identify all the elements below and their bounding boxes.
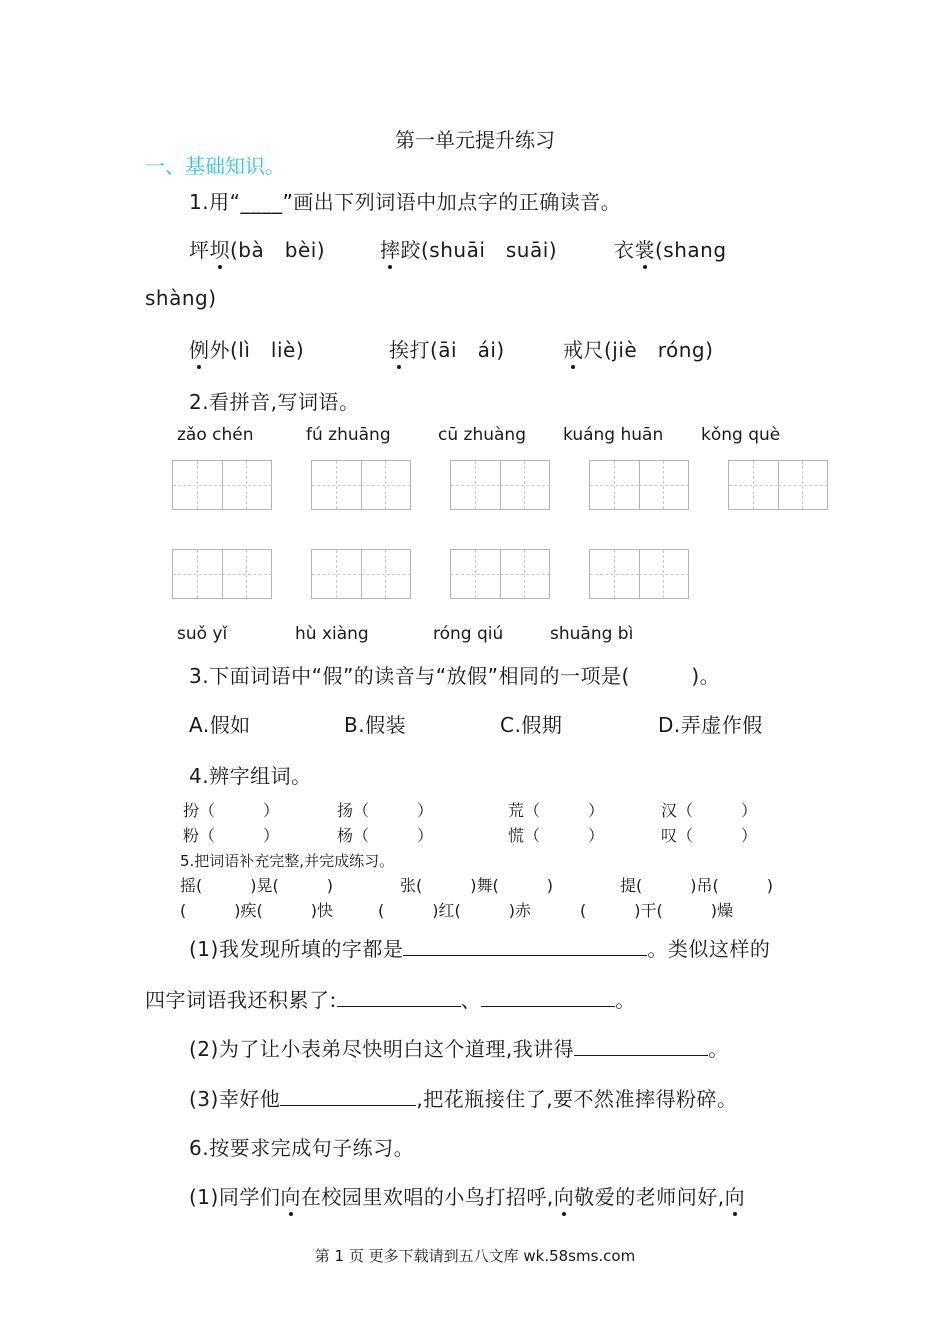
pinyin-label: róng qiú	[433, 624, 504, 644]
q5-part1: (1)我发现所填的字都是 。类似这样的	[189, 937, 771, 961]
q4-item: 汉（ ）	[661, 801, 758, 820]
q4-item: 慌（ ）	[508, 826, 605, 845]
dotted-char: 坝	[210, 234, 231, 263]
q1-item: 衣裳(shang	[614, 234, 727, 263]
writing-grid[interactable]	[311, 460, 411, 510]
q3-stem: 3.下面词语中“假”的读音与“放假”相同的一项是( )。	[189, 664, 721, 688]
dotted-char: 裳	[635, 234, 656, 263]
dotted-char: 摔	[380, 234, 401, 263]
q5-part1-continued: 四字词语我还积累了: 、 。	[145, 988, 636, 1012]
dotted-char: 挨	[389, 334, 410, 363]
q4-stem: 4.辨字组词。	[189, 764, 312, 788]
q4-item: 荒（ ）	[508, 801, 605, 820]
section-heading-basics: 一、基础知识。	[145, 154, 285, 178]
q5-item: ( )干( )燥	[580, 901, 733, 920]
answer-blank[interactable]	[403, 937, 647, 956]
writing-grid[interactable]	[172, 549, 272, 599]
q1-item: 摔跤(shuāi suāi)	[380, 234, 557, 263]
q3-option-a[interactable]: A.假如	[189, 713, 251, 737]
q1-item-continued: shàng)	[145, 286, 217, 310]
page-footer: 第 1 页 更多下载请到五八文库 wk.58sms.com	[314, 1247, 636, 1265]
pinyin-label: kǒng què	[701, 425, 781, 445]
q1-item: 戒尺(jiè róng)	[563, 334, 713, 363]
q6-stem: 6.按要求完成句子练习。	[189, 1136, 415, 1160]
q3-option-d[interactable]: D.弄虚作假	[658, 713, 763, 737]
writing-grid[interactable]	[450, 460, 550, 510]
q4-item: 杨（ ）	[337, 826, 434, 845]
dotted-char: 戒	[563, 334, 584, 363]
q4-item: 扬（ ）	[337, 801, 434, 820]
answer-blank[interactable]	[280, 1087, 416, 1106]
q5-stem: 5.把词语补充完整,并完成练习。	[180, 852, 395, 870]
writing-grid[interactable]	[589, 549, 689, 599]
q5-item: 提( )吊( )	[620, 876, 773, 895]
writing-grid[interactable]	[728, 460, 828, 510]
q3-option-c[interactable]: C.假期	[500, 713, 563, 737]
q1-item: 挨打(āi ái)	[389, 334, 505, 363]
pinyin-label: shuāng bì	[550, 624, 634, 644]
pinyin-label: kuáng huān	[563, 425, 664, 445]
pinyin-label: suǒ yǐ	[177, 624, 228, 644]
writing-grid[interactable]	[589, 460, 689, 510]
pinyin-label: hù xiàng	[295, 624, 369, 644]
pinyin-label: fú zhuāng	[306, 425, 391, 445]
q2-stem: 2.看拼音,写词语。	[189, 390, 360, 414]
answer-blank[interactable]	[481, 988, 615, 1007]
dotted-char: 向	[280, 1181, 301, 1210]
q4-item: 扮（ ）	[183, 801, 280, 820]
writing-grid[interactable]	[450, 549, 550, 599]
q1-stem: 1.用“____”画出下列词语中加点字的正确读音。	[189, 190, 622, 214]
pinyin-label: cū zhuàng	[438, 425, 526, 445]
q5-item: ( )红( )赤	[378, 901, 531, 920]
writing-grid[interactable]	[172, 460, 272, 510]
dotted-char: 例	[189, 334, 210, 363]
dotted-char: 向	[725, 1181, 746, 1210]
q5-item: 张( )舞( )	[400, 876, 553, 895]
answer-blank[interactable]	[574, 1037, 708, 1056]
pinyin-label: zǎo chén	[177, 425, 254, 445]
q4-item: 粉（ ）	[183, 826, 280, 845]
q1-item: 例外(lì liè)	[189, 334, 304, 363]
dotted-char: 向	[554, 1181, 575, 1210]
q5-item: ( )疾( )快	[180, 901, 333, 920]
q5-part3: (3)幸好他 ,把花瓶接住了,要不然准摔得粉碎。	[189, 1087, 738, 1111]
q1-item: 坪坝(bà bèi)	[189, 234, 325, 263]
q6-sentence-1: (1)同学们向在校园里欢唱的小鸟打招呼,向敬爱的老师问好,向	[189, 1181, 745, 1210]
writing-grid[interactable]	[311, 549, 411, 599]
q5-part2: (2)为了让小表弟尽快明白这个道理,我讲得 。	[189, 1037, 729, 1061]
q3-option-b[interactable]: B.假装	[344, 713, 407, 737]
q5-item: 摇( )晃( )	[180, 876, 333, 895]
q4-item: 叹（ ）	[661, 826, 758, 845]
answer-blank[interactable]	[337, 988, 461, 1007]
page-title: 第一单元提升练习	[395, 128, 555, 152]
